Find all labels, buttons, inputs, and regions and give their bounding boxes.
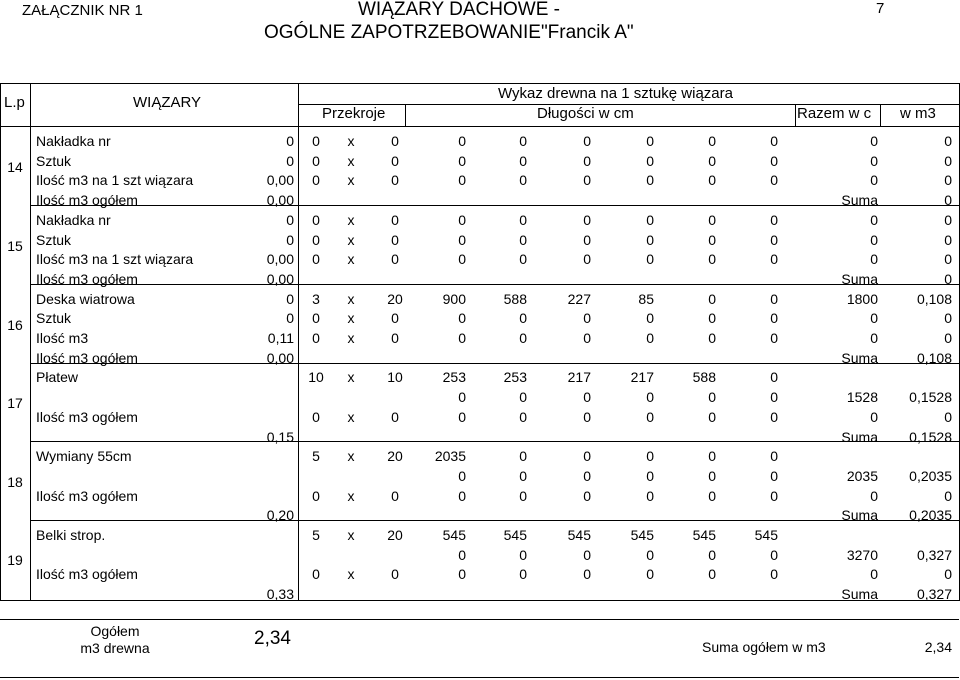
- length-cell: 0: [458, 487, 466, 504]
- total-cm: 0: [870, 133, 878, 149]
- total-cm: Suma: [841, 349, 878, 366]
- length-cell: 0: [708, 389, 716, 406]
- row-label: Płatew: [36, 369, 79, 386]
- length-cell: 0: [583, 152, 591, 169]
- attachment-label: ZAŁĄCZNIK NR 1: [22, 2, 143, 19]
- length-cell: 0: [519, 251, 527, 268]
- row-label: Sztuk: [36, 231, 72, 248]
- section-height: 10: [387, 369, 403, 386]
- section-height: 0: [391, 133, 399, 149]
- section-x: x: [347, 231, 355, 248]
- length-cell: 0: [519, 448, 527, 465]
- section-x: x: [347, 408, 355, 425]
- row-label: Ilość m3: [36, 330, 89, 346]
- group-number: 16: [7, 317, 23, 333]
- header-bottom-line: [0, 126, 959, 127]
- total-m3: 0,2035: [909, 467, 952, 484]
- length-cell: 0: [519, 211, 527, 228]
- length-cell: 0: [770, 546, 778, 563]
- section-width: 0: [312, 211, 320, 228]
- total-cm: 0: [870, 487, 878, 504]
- section-height: 0: [391, 310, 399, 327]
- length-cell: 0: [583, 389, 591, 406]
- length-cell: 217: [630, 369, 654, 386]
- row-quantity: 0,00: [266, 192, 294, 209]
- total-cm: Suma: [841, 270, 878, 287]
- length-cell: 545: [567, 527, 591, 543]
- length-cell: 0: [458, 389, 466, 406]
- length-cell: 545: [754, 527, 778, 543]
- total-m3: 0: [944, 408, 952, 425]
- total-cm: 0: [870, 152, 878, 169]
- length-cell: 0: [646, 251, 654, 268]
- section-x: x: [347, 251, 355, 268]
- total-m3: 0,108: [916, 349, 952, 366]
- section-width: 0: [312, 566, 320, 583]
- length-cell: 0: [708, 172, 716, 189]
- length-cell: 545: [503, 527, 527, 543]
- total-cm: 0: [870, 330, 878, 346]
- total-m3: 0: [944, 330, 952, 346]
- length-cell: 0: [583, 310, 591, 327]
- row-quantity: 0,00: [266, 172, 294, 189]
- row-quantity: 0,11: [267, 330, 294, 346]
- length-cell: 0: [583, 330, 591, 346]
- section-width: 10: [308, 369, 324, 386]
- wiazary-column-divider: [298, 83, 299, 600]
- dlugosci-divider: [795, 104, 796, 127]
- length-cell: 0: [708, 408, 716, 425]
- section-width: 0: [312, 330, 320, 346]
- length-cell: 0: [708, 546, 716, 563]
- section-x: x: [347, 330, 355, 346]
- lp-header: L.p: [4, 94, 25, 111]
- section-height: 0: [391, 231, 399, 248]
- ogolem-label-line1: Ogółem: [90, 623, 140, 639]
- row-quantity: 0: [286, 211, 294, 228]
- dlugosci-header: Długości w cm: [537, 105, 634, 122]
- length-cell: 0: [770, 330, 778, 346]
- section-x: x: [347, 487, 355, 504]
- length-cell: 0: [519, 408, 527, 425]
- length-cell: 0: [583, 172, 591, 189]
- length-cell: 545: [442, 527, 466, 543]
- length-cell: 0: [646, 211, 654, 228]
- section-width: 0: [312, 487, 320, 504]
- length-cell: 227: [567, 290, 591, 307]
- group-number: 19: [7, 552, 23, 568]
- length-cell: 253: [442, 369, 466, 386]
- row-label: Wymiany 55cm: [36, 448, 132, 465]
- ogolem-label-line2: m3 drewna: [80, 640, 150, 656]
- length-cell: 0: [770, 133, 778, 149]
- section-x: x: [347, 290, 355, 307]
- ogolem-value: 2,34: [254, 628, 291, 649]
- row-label: Ilość m3 ogółem: [36, 270, 138, 287]
- total-m3: 0: [944, 251, 952, 268]
- length-cell: 545: [630, 527, 654, 543]
- length-cell: 2035: [434, 448, 466, 465]
- total-m3: 0,108: [916, 290, 952, 307]
- total-m3: 0,1528: [909, 389, 952, 406]
- section-height: 0: [391, 172, 399, 189]
- total-m3: 0: [944, 310, 952, 327]
- lp-column-divider: [30, 83, 31, 600]
- section-height: 0: [391, 408, 399, 425]
- section-height: 20: [387, 527, 403, 543]
- footer-top-line: [0, 619, 959, 620]
- length-cell: 0: [458, 133, 466, 149]
- razem-header: Razem w c: [797, 106, 872, 121]
- row-quantity: 0,00: [266, 349, 294, 366]
- row-quantity: 0,00: [266, 251, 294, 268]
- length-cell: 0: [770, 487, 778, 504]
- total-m3: 0,327: [916, 586, 952, 603]
- row-label: Ilość m3 ogółem: [36, 192, 138, 209]
- length-cell: 0: [708, 330, 716, 346]
- length-cell: 0: [708, 487, 716, 504]
- group-number: 18: [7, 474, 23, 490]
- group-number: 14: [7, 159, 23, 175]
- row-quantity: 0: [286, 231, 294, 248]
- length-cell: 0: [770, 211, 778, 228]
- section-width: 0: [312, 310, 320, 327]
- total-cm: 0: [870, 231, 878, 248]
- length-cell: 0: [708, 251, 716, 268]
- total-m3: 0: [944, 487, 952, 504]
- total-m3: 0: [944, 566, 952, 583]
- length-cell: 0: [519, 487, 527, 504]
- section-x: x: [347, 527, 355, 543]
- total-cm: 3270: [846, 546, 878, 563]
- length-cell: 0: [770, 172, 778, 189]
- length-cell: 0: [458, 408, 466, 425]
- length-cell: 0: [458, 330, 466, 346]
- length-cell: 0: [458, 566, 466, 583]
- section-height: 0: [391, 152, 399, 169]
- length-cell: 0: [770, 408, 778, 425]
- suma-ogolem-value: 2,34: [924, 639, 952, 655]
- row-quantity: 0: [286, 133, 294, 149]
- row-label: Ilość m3 ogółem: [36, 408, 138, 425]
- section-height: 0: [391, 566, 399, 583]
- row-label: Nakładka nr: [36, 133, 111, 149]
- length-cell: 0: [458, 251, 466, 268]
- length-cell: 900: [442, 290, 466, 307]
- row-label: Sztuk: [36, 310, 72, 327]
- page-number: 7: [876, 0, 885, 17]
- section-x: x: [347, 448, 355, 465]
- total-cm: 0: [870, 310, 878, 327]
- section-x: x: [347, 172, 355, 189]
- section-width: 0: [312, 251, 320, 268]
- total-m3: 0: [944, 270, 952, 287]
- row-label: Ilość m3 ogółem: [36, 487, 138, 504]
- row-quantity: 0: [286, 310, 294, 327]
- row-quantity: 0: [286, 290, 294, 307]
- razem-divider: [880, 104, 881, 127]
- total-cm: 1800: [846, 290, 878, 307]
- length-cell: 0: [708, 290, 716, 307]
- length-cell: 0: [519, 310, 527, 327]
- section-width: 0: [312, 152, 320, 169]
- length-cell: 0: [519, 231, 527, 248]
- total-cm: 0: [870, 408, 878, 425]
- length-cell: 0: [770, 231, 778, 248]
- length-cell: 0: [458, 231, 466, 248]
- section-x: x: [347, 310, 355, 327]
- total-m3: 0,327: [916, 546, 952, 563]
- przekroje-divider: [405, 104, 406, 127]
- length-cell: 0: [583, 211, 591, 228]
- total-cm: Suma: [841, 428, 878, 445]
- total-m3: 0: [944, 231, 952, 248]
- row-label: Sztuk: [36, 152, 72, 169]
- section-width: 3: [312, 290, 320, 307]
- length-cell: 0: [646, 448, 654, 465]
- length-cell: 0: [708, 211, 716, 228]
- length-cell: 0: [583, 546, 591, 563]
- section-width: 0: [312, 231, 320, 248]
- length-cell: 0: [770, 566, 778, 583]
- przekroje-header: Przekroje: [322, 105, 386, 122]
- wykaz-header: Wykaz drewna na 1 sztukę wiązara: [498, 85, 733, 102]
- length-cell: 0: [646, 152, 654, 169]
- section-width: 0: [312, 172, 320, 189]
- total-cm: Suma: [841, 507, 878, 524]
- total-m3: 0: [944, 133, 952, 149]
- section-height: 20: [387, 290, 403, 307]
- length-cell: 0: [458, 467, 466, 484]
- length-cell: 0: [458, 211, 466, 228]
- length-cell: 0: [646, 389, 654, 406]
- row-label: Deska wiatrowa: [36, 290, 135, 307]
- row-label: Nakładka nr: [36, 211, 111, 228]
- row-quantity: 0,20: [266, 507, 294, 524]
- length-cell: 0: [519, 152, 527, 169]
- total-cm: 0: [870, 172, 878, 189]
- length-cell: 0: [583, 408, 591, 425]
- row-label: Belki strop.: [36, 527, 106, 543]
- length-cell: 0: [708, 566, 716, 583]
- length-cell: 0: [519, 566, 527, 583]
- length-cell: 0: [646, 546, 654, 563]
- length-cell: 0: [583, 231, 591, 248]
- length-cell: 0: [646, 172, 654, 189]
- length-cell: 588: [692, 369, 716, 386]
- length-cell: 85: [638, 290, 654, 307]
- section-width: 0: [312, 133, 320, 149]
- length-cell: 0: [646, 487, 654, 504]
- length-cell: 0: [583, 133, 591, 149]
- section-x: x: [347, 152, 355, 169]
- total-m3: 0: [944, 152, 952, 169]
- length-cell: 0: [646, 467, 654, 484]
- row-label: Ilość m3 ogółem: [36, 349, 138, 366]
- section-x: x: [347, 566, 355, 583]
- row-label: Ilość m3 na 1 szt wiązara: [36, 251, 194, 268]
- row-quantity: 0,00: [266, 270, 294, 287]
- length-cell: 0: [770, 251, 778, 268]
- length-cell: 0: [583, 467, 591, 484]
- group-number: 15: [7, 238, 23, 254]
- group-number: 17: [7, 395, 23, 411]
- document-title-line2: OGÓLNE ZAPOTRZEBOWANIE"Francik A": [264, 22, 634, 43]
- length-cell: 0: [519, 133, 527, 149]
- length-cell: 0: [770, 290, 778, 307]
- section-width: 5: [312, 448, 320, 465]
- row-label: Ilość m3 ogółem: [36, 566, 138, 583]
- section-height: 20: [387, 448, 403, 465]
- length-cell: 0: [770, 310, 778, 327]
- total-cm: Suma: [841, 586, 878, 603]
- total-m3: 0,2035: [909, 507, 952, 524]
- footer-bottom-line: [0, 677, 959, 678]
- length-cell: 0: [583, 251, 591, 268]
- length-cell: 545: [692, 527, 716, 543]
- total-cm: 0: [870, 251, 878, 268]
- length-cell: 0: [519, 330, 527, 346]
- section-width: 0: [312, 408, 320, 425]
- length-cell: 253: [503, 369, 527, 386]
- section-x: x: [347, 133, 355, 149]
- total-m3: 0,1528: [909, 428, 952, 445]
- length-cell: 0: [770, 389, 778, 406]
- length-cell: 0: [770, 152, 778, 169]
- length-cell: 0: [646, 310, 654, 327]
- length-cell: 0: [770, 369, 778, 386]
- row-quantity: 0,33: [266, 586, 294, 603]
- length-cell: 0: [708, 133, 716, 149]
- total-cm: 1528: [846, 389, 878, 406]
- length-cell: 0: [646, 231, 654, 248]
- section-height: 0: [391, 330, 399, 346]
- total-m3: 0: [944, 172, 952, 189]
- length-cell: 0: [583, 566, 591, 583]
- length-cell: 0: [519, 546, 527, 563]
- row-quantity: 0,15: [266, 428, 294, 445]
- length-cell: 0: [583, 448, 591, 465]
- total-m3: 0: [944, 192, 952, 209]
- length-cell: 0: [770, 448, 778, 465]
- length-cell: 588: [503, 290, 527, 307]
- razem-header-clip: [797, 106, 879, 121]
- length-cell: 0: [708, 467, 716, 484]
- row-label: Ilość m3 na 1 szt wiązara: [36, 172, 194, 189]
- total-cm: 0: [870, 566, 878, 583]
- section-x: x: [347, 211, 355, 228]
- length-cell: 217: [567, 369, 591, 386]
- section-height: 0: [391, 487, 399, 504]
- section-width: 5: [312, 527, 320, 543]
- wiazary-header: WIĄZARY: [133, 94, 202, 111]
- length-cell: 0: [458, 172, 466, 189]
- document-title-line1: WIĄZARY DACHOWE -: [358, 0, 560, 20]
- section-x: x: [347, 369, 355, 386]
- length-cell: 0: [646, 330, 654, 346]
- length-cell: 0: [646, 133, 654, 149]
- total-cm: 0: [870, 211, 878, 228]
- section-height: 0: [391, 211, 399, 228]
- length-cell: 0: [708, 152, 716, 169]
- length-cell: 0: [458, 546, 466, 563]
- row-quantity: 0: [286, 152, 294, 169]
- total-cm: 2035: [846, 467, 878, 484]
- length-cell: 0: [770, 467, 778, 484]
- length-cell: 0: [646, 566, 654, 583]
- length-cell: 0: [519, 389, 527, 406]
- length-cell: 0: [708, 231, 716, 248]
- length-cell: 0: [458, 310, 466, 327]
- suma-ogolem-label: Suma ogółem w m3: [702, 639, 826, 655]
- length-cell: 0: [458, 152, 466, 169]
- length-cell: 0: [646, 408, 654, 425]
- length-cell: 0: [519, 172, 527, 189]
- length-cell: 0: [708, 310, 716, 327]
- m3-header: w m3: [900, 105, 936, 122]
- section-height: 0: [391, 251, 399, 268]
- length-cell: 0: [583, 487, 591, 504]
- length-cell: 0: [708, 448, 716, 465]
- total-cm: Suma: [841, 192, 878, 209]
- total-m3: 0: [944, 211, 952, 228]
- length-cell: 0: [519, 467, 527, 484]
